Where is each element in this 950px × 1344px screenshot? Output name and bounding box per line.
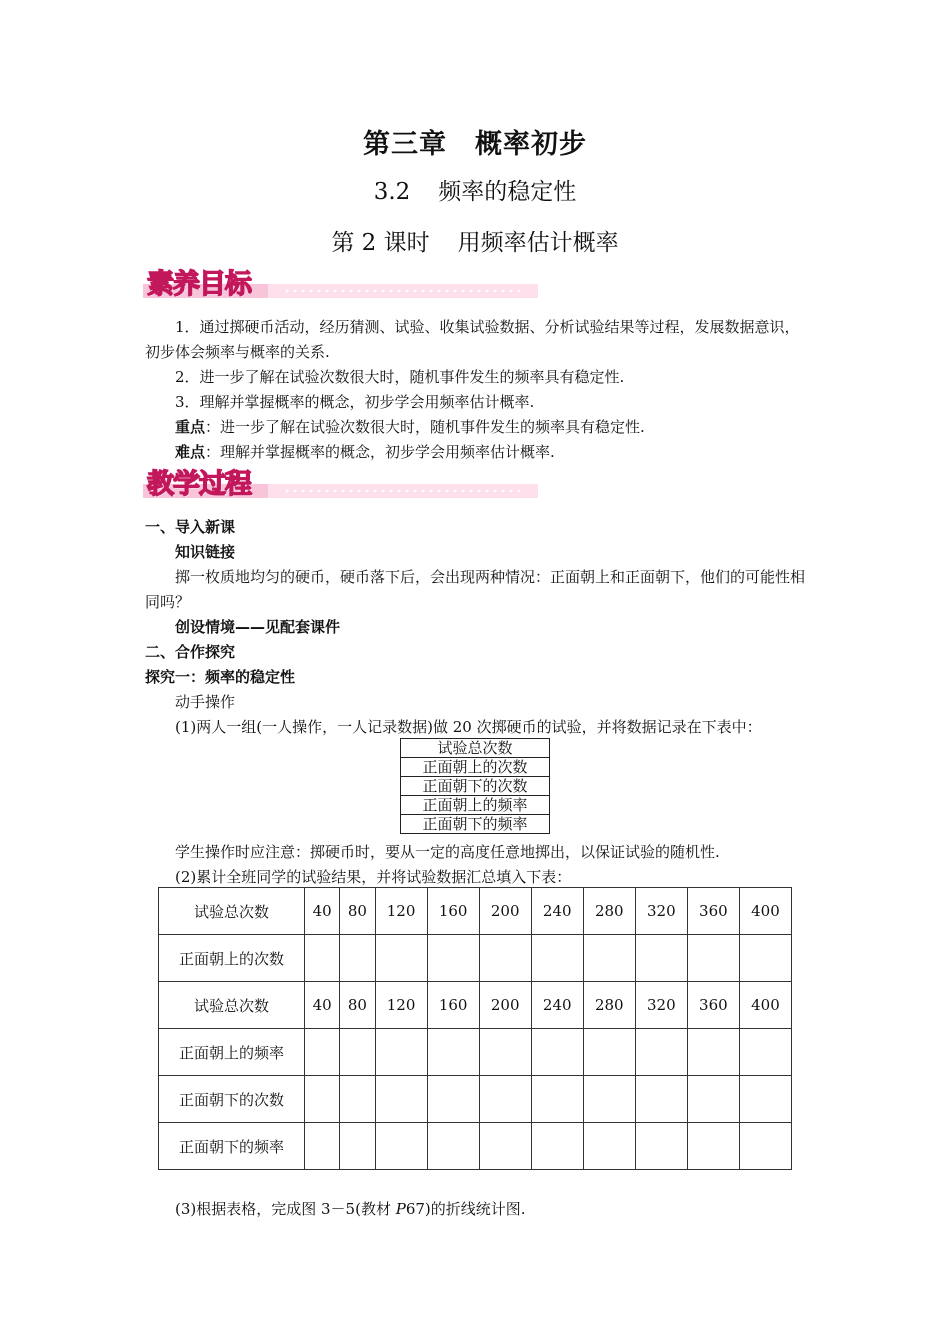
table-cell	[340, 1029, 375, 1076]
table-row	[159, 1029, 792, 1076]
table-cell: 360	[687, 888, 739, 935]
process-banner	[143, 462, 538, 502]
table-cell: 200	[479, 982, 531, 1029]
table-cell: 240	[531, 982, 583, 1029]
key-point-text: ：进一步了解在试验次数很大时，随机事件发生的频率具有稳定性.	[205, 418, 645, 436]
table-cell	[427, 1029, 479, 1076]
table-cell: 120	[375, 982, 427, 1029]
section-number: 3.2	[373, 179, 411, 205]
table-cell: 280	[583, 982, 635, 1029]
table-cell	[340, 935, 375, 982]
goals-banner-label: 素养目标	[147, 269, 251, 300]
table-cell: 试验总次数	[401, 739, 550, 758]
table-cell	[531, 935, 583, 982]
table-cell: 正面朝下的频率	[401, 815, 550, 834]
table-row	[159, 888, 792, 935]
table-cell	[479, 1076, 531, 1123]
table-cell	[427, 1076, 479, 1123]
table-cell: 160	[427, 888, 479, 935]
table-cell	[583, 1123, 635, 1170]
chapter-title	[0, 122, 950, 161]
table-cell: 正面朝下的次数	[401, 777, 550, 796]
row-header: 正面朝上的频率	[159, 1029, 305, 1076]
banner-dots	[283, 489, 523, 493]
table-cell: 360	[687, 982, 739, 1029]
table-cell	[479, 1123, 531, 1170]
table-cell	[305, 935, 340, 982]
note-and-step-two	[145, 840, 810, 890]
table-cell: 40	[305, 888, 340, 935]
goal-item-3: 3．理解并掌握概率的概念，初步学会用频率估计概率.	[175, 393, 535, 411]
step-three	[145, 1197, 810, 1222]
table-cell: 280	[583, 888, 635, 935]
table-cell: 120	[375, 888, 427, 935]
step-two-text: (2)累计全班同学的试验结果，并将试验数据汇总填入下表：	[175, 868, 572, 886]
row-header: 试验总次数	[159, 888, 305, 935]
table-cell	[479, 935, 531, 982]
table-cell	[687, 1076, 739, 1123]
table-cell: 80	[340, 888, 375, 935]
lesson-number: 第 2 课时	[331, 230, 430, 256]
section-intro-heading: 一、导入新课	[145, 518, 236, 536]
table-cell: 400	[739, 982, 791, 1029]
table-cell	[531, 1123, 583, 1170]
table-cell	[583, 1076, 635, 1123]
table-cell	[583, 1029, 635, 1076]
process-section	[145, 515, 810, 740]
difficult-point-label: 难点	[175, 443, 206, 461]
table-cell: 200	[479, 888, 531, 935]
table-cell	[479, 1029, 531, 1076]
difficult-point-text: ：理解并掌握概率的概念，初步学会用频率估计概率.	[205, 443, 555, 461]
table-cell	[375, 1029, 427, 1076]
table-cell	[305, 1123, 340, 1170]
table-cell: 240	[531, 888, 583, 935]
table-cell: 400	[739, 888, 791, 935]
table-cell	[305, 1076, 340, 1123]
table-cell	[340, 1076, 375, 1123]
lesson-name: 用频率估计概率	[457, 230, 619, 256]
row-header: 正面朝下的次数	[159, 1076, 305, 1123]
goals-list	[145, 315, 810, 465]
student-note: 学生操作时应注意：掷硬币时，要从一定的高度任意地掷出，以保证试验的随机性.	[175, 843, 720, 861]
table-cell	[375, 1076, 427, 1123]
table-cell	[583, 935, 635, 982]
table-row	[159, 1076, 792, 1123]
step-three-text: (3)根据表格，完成图 3－5(教材 P67)的折线统计图.	[175, 1200, 526, 1218]
row-header: 正面朝上的次数	[159, 935, 305, 982]
table-cell: 正面朝上的次数	[401, 758, 550, 777]
table-cell	[687, 1029, 739, 1076]
table-cell: 160	[427, 982, 479, 1029]
hands-on-label: 动手操作	[175, 693, 236, 711]
table-cell	[531, 1076, 583, 1123]
table-cell	[340, 1123, 375, 1170]
chapter-number: 第三章	[363, 129, 447, 160]
section-explore-heading: 二、合作探究	[145, 643, 236, 661]
table-cell: 正面朝上的频率	[401, 796, 550, 815]
class-summary-table	[158, 887, 792, 1170]
table-cell	[635, 1123, 687, 1170]
table-cell	[427, 1123, 479, 1170]
explore-one-heading: 探究一：频率的稳定性	[145, 668, 296, 686]
table-cell	[635, 935, 687, 982]
row-header: 正面朝下的频率	[159, 1123, 305, 1170]
table-cell: 320	[635, 982, 687, 1029]
table-cell	[739, 935, 791, 982]
table-row	[159, 982, 792, 1029]
row-header: 试验总次数	[159, 982, 305, 1029]
lesson-title	[0, 224, 950, 257]
goals-banner	[143, 262, 538, 302]
table-row	[159, 1123, 792, 1170]
knowledge-link-heading: 知识链接	[175, 543, 236, 561]
table-cell	[305, 1029, 340, 1076]
table-cell	[739, 1123, 791, 1170]
goal-item-2: 2．进一步了解在试验次数很大时，随机事件发生的频率具有稳定性.	[175, 368, 625, 386]
table-cell: 40	[305, 982, 340, 1029]
process-banner-label: 教学过程	[147, 469, 251, 500]
section-name: 频率的稳定性	[438, 179, 577, 205]
table-cell	[531, 1029, 583, 1076]
table-cell	[375, 935, 427, 982]
table-cell	[739, 1076, 791, 1123]
individual-record-table	[400, 738, 550, 834]
key-point-label: 重点	[175, 418, 206, 436]
scenario-heading: 创设情境——见配套课件	[175, 618, 341, 636]
table-row	[159, 935, 792, 982]
knowledge-link-text: 掷一枚质地均匀的硬币，硬币落下后，会出现两种情况：正面朝上和正面朝下，他们的可能性相同吗？	[145, 568, 806, 611]
goal-item-1: 1．通过掷硬币活动，经历猜测、试验、收集试验数据、分析试验结果等过程，发展数据意识，初步体会频率与概率的关系.	[145, 318, 800, 361]
table-cell	[427, 935, 479, 982]
table-cell	[739, 1029, 791, 1076]
banner-dots	[283, 289, 523, 293]
table-cell: 80	[340, 982, 375, 1029]
step-one-text: (1)两人一组(一人操作，一人记录数据)做 20 次掷硬币的试验，并将数据记录在下表中：	[175, 718, 762, 736]
table-cell	[375, 1123, 427, 1170]
chapter-name: 概率初步	[475, 129, 587, 160]
table-cell	[687, 1123, 739, 1170]
table-cell	[687, 935, 739, 982]
section-title	[0, 173, 950, 206]
table-cell	[635, 1076, 687, 1123]
key-point	[145, 415, 810, 440]
table-cell: 320	[635, 888, 687, 935]
table-cell	[635, 1029, 687, 1076]
